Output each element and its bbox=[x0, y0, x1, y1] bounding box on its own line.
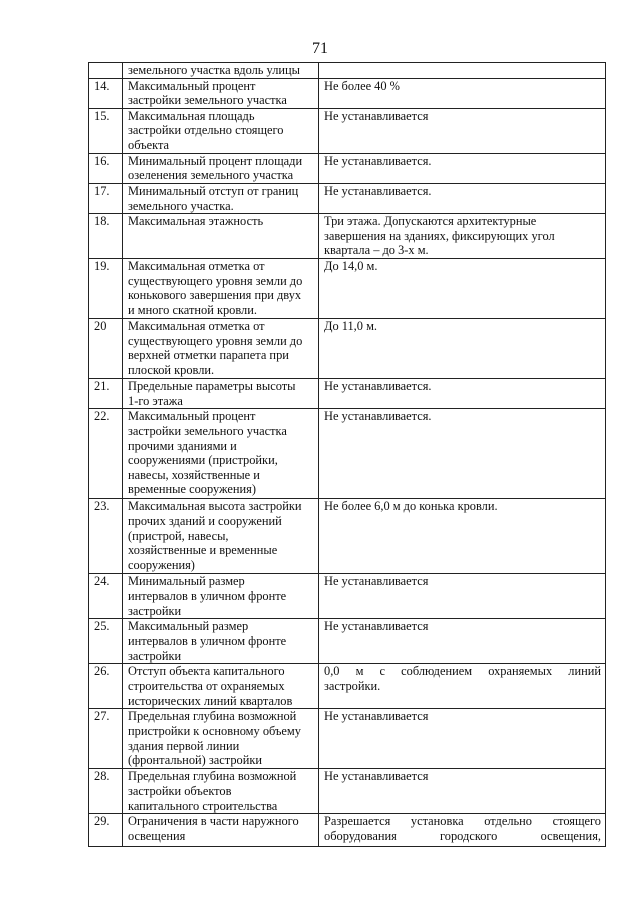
parameter-name-line: (пристрой, навесы, bbox=[128, 528, 229, 543]
parameter-name bbox=[123, 709, 319, 769]
table-row bbox=[89, 63, 606, 79]
parameter-name-line: земельного участка. bbox=[128, 198, 234, 213]
parameter-name bbox=[123, 769, 319, 814]
parameter-value-line: Разрешается установка отдельно стоящего bbox=[324, 814, 601, 829]
parameter-name bbox=[123, 319, 319, 379]
parameter-value bbox=[319, 409, 606, 499]
parameter-value bbox=[319, 499, 606, 574]
parameter-name bbox=[123, 619, 319, 664]
row-number: 14. bbox=[89, 78, 123, 108]
parameter-value bbox=[319, 183, 606, 213]
parameter-name-line: плоской кровли. bbox=[128, 362, 215, 377]
parameter-value bbox=[319, 259, 606, 319]
table-row bbox=[89, 574, 606, 619]
table-row bbox=[89, 409, 606, 499]
parameter-name-line: хозяйственные и временные bbox=[128, 543, 278, 558]
row-number: 16. bbox=[89, 153, 123, 183]
parameter-name-line: земельного участка вдоль улицы bbox=[128, 63, 300, 77]
row-number: 29. bbox=[89, 814, 123, 847]
parameter-name-line: интервалов в уличном фронте bbox=[128, 588, 287, 603]
parameter-name-line: временные сооружения) bbox=[128, 482, 257, 497]
parameter-name-line: Максимальный процент bbox=[128, 409, 256, 424]
parameter-name-line: Предельная глубина возможной bbox=[128, 769, 297, 784]
parameter-name-line: застройки земельного участка bbox=[128, 93, 287, 108]
parameter-value bbox=[319, 63, 606, 79]
parameter-value bbox=[319, 814, 606, 847]
parameter-value-line: До 11,0 м. bbox=[324, 319, 378, 334]
parameter-value-line: Не устанавливается. bbox=[324, 409, 432, 424]
parameter-name bbox=[123, 664, 319, 709]
parameter-value-line: Не устанавливается bbox=[324, 709, 429, 724]
parameter-name-line: (фронтальной) застройки bbox=[128, 753, 262, 768]
table-row bbox=[89, 814, 606, 847]
parameter-value-line: До 14,0 м. bbox=[324, 259, 378, 274]
parameter-value bbox=[319, 108, 606, 153]
parameter-value bbox=[319, 153, 606, 183]
parameter-name-line: пристройки к основному объему bbox=[128, 723, 301, 738]
parameter-value bbox=[319, 319, 606, 379]
parameter-value-line: Не устанавливается. bbox=[324, 379, 432, 394]
parameter-name bbox=[123, 409, 319, 499]
row-number: 18. bbox=[89, 214, 123, 259]
parameter-name-line: конькового завершения при двух bbox=[128, 288, 302, 303]
parameter-value-line: оборудования городского освещения, bbox=[324, 828, 601, 843]
parameter-value-line: 0,0 м с соблюдением охраняемых линий bbox=[324, 664, 601, 679]
parameter-value-line: Не устанавливается. bbox=[324, 183, 432, 198]
row-number: 22. bbox=[89, 409, 123, 499]
parameter-name-line: Ограничения в части наружного bbox=[128, 814, 299, 829]
parameter-value-line: квартала – до 3-х м. bbox=[324, 243, 429, 258]
table-row bbox=[89, 379, 606, 409]
parameter-name bbox=[123, 63, 319, 79]
parameter-value-line: Не устанавливается bbox=[324, 108, 429, 123]
parameter-name bbox=[123, 259, 319, 319]
parameter-name-line: существующего уровня земли до bbox=[128, 333, 303, 348]
table-row bbox=[89, 664, 606, 709]
table-row bbox=[89, 78, 606, 108]
row-number bbox=[89, 63, 123, 79]
parameter-value-line: завершения на зданиях, фиксирующих угол bbox=[324, 228, 555, 243]
row-number: 21. bbox=[89, 379, 123, 409]
table-row bbox=[89, 499, 606, 574]
parameter-name-line: застройки отдельно стоящего bbox=[128, 123, 284, 138]
table-row bbox=[89, 183, 606, 213]
parameter-name-line: Максимальный размер bbox=[128, 619, 249, 634]
parameter-name-line: объекта bbox=[128, 137, 170, 152]
parameter-name-line: застройки объектов bbox=[128, 783, 232, 798]
parameter-name bbox=[123, 214, 319, 259]
parameter-name-line: Максимальная отметка от bbox=[128, 259, 265, 274]
row-number: 20 bbox=[89, 319, 123, 379]
table-row bbox=[89, 214, 606, 259]
parameter-value-line: Не более 40 % bbox=[324, 78, 400, 93]
parameter-value bbox=[319, 214, 606, 259]
parameter-value-line: Не устанавливается bbox=[324, 574, 429, 589]
table-row bbox=[89, 769, 606, 814]
row-number: 25. bbox=[89, 619, 123, 664]
parameter-name-line: Предельные параметры высоты bbox=[128, 379, 296, 394]
parameter-name-line: застройки bbox=[128, 648, 182, 663]
parameter-name bbox=[123, 379, 319, 409]
parameter-name bbox=[123, 499, 319, 574]
parameter-value-line: Не более 6,0 м до конька кровли. bbox=[324, 499, 498, 514]
table-row bbox=[89, 108, 606, 153]
parameter-name-line: Максимальная отметка от bbox=[128, 319, 265, 334]
row-number: 27. bbox=[89, 709, 123, 769]
row-number: 15. bbox=[89, 108, 123, 153]
parameter-name-line: здания первой линии bbox=[128, 738, 240, 753]
parameter-name-line: сооружениями (пристройки, bbox=[128, 453, 278, 468]
parameter-name-line: существующего уровня земли до bbox=[128, 273, 303, 288]
parameter-value bbox=[319, 619, 606, 664]
parameter-name-line: прочих зданий и сооружений bbox=[128, 513, 282, 528]
parameter-name-line: застройки земельного участка bbox=[128, 423, 287, 438]
table-body bbox=[89, 63, 606, 847]
parameter-value-line: Не устанавливается bbox=[324, 619, 429, 634]
parameter-name bbox=[123, 183, 319, 213]
parameter-value bbox=[319, 664, 606, 709]
row-number: 28. bbox=[89, 769, 123, 814]
table-row bbox=[89, 259, 606, 319]
parameter-name-line: строительства от охраняемых bbox=[128, 678, 285, 693]
parameter-value-line: Не устанавливается. bbox=[324, 153, 432, 168]
parameter-value bbox=[319, 78, 606, 108]
row-number: 24. bbox=[89, 574, 123, 619]
parameter-name-line: застройки bbox=[128, 603, 182, 618]
parameter-name-line: интервалов в уличном фронте bbox=[128, 633, 287, 648]
parameter-value bbox=[319, 574, 606, 619]
parameter-name-line: Минимальный процент площади bbox=[128, 153, 303, 168]
parameter-name-line: Минимальный отступ от границ bbox=[128, 183, 299, 198]
parameter-value-line: Три этажа. Допускаются архитектурные bbox=[324, 214, 537, 229]
row-number: 19. bbox=[89, 259, 123, 319]
parameter-value bbox=[319, 709, 606, 769]
parameter-name-line: Максимальная этажность bbox=[128, 214, 264, 229]
table-row bbox=[89, 319, 606, 379]
parameter-name-line: и много скатной кровли. bbox=[128, 302, 257, 317]
parameter-name-line: навесы, хозяйственные и bbox=[128, 467, 260, 482]
table-row bbox=[89, 619, 606, 664]
parameter-name bbox=[123, 108, 319, 153]
parameter-name-line: сооружения) bbox=[128, 557, 195, 572]
parameter-name-line: верхней отметки парапета при bbox=[128, 348, 289, 363]
parameter-name-line: капитального строительства bbox=[128, 798, 278, 813]
parameters-table bbox=[88, 62, 606, 847]
parameter-name-line: Максимальная площадь bbox=[128, 108, 255, 123]
parameter-name-line: озеленения земельного участка bbox=[128, 168, 294, 183]
row-number: 26. bbox=[89, 664, 123, 709]
parameter-value-line: Не устанавливается bbox=[324, 769, 429, 784]
parameter-name-line: Максимальный процент bbox=[128, 78, 256, 93]
parameter-value bbox=[319, 379, 606, 409]
page-number: 71 bbox=[312, 40, 328, 57]
parameter-name-line: Максимальная высота застройки bbox=[128, 499, 302, 514]
parameter-name-line: Минимальный размер bbox=[128, 574, 245, 589]
parameter-name-line: 1-го этажа bbox=[128, 393, 183, 408]
parameter-name-line: Предельная глубина возможной bbox=[128, 709, 297, 724]
row-number: 17. bbox=[89, 183, 123, 213]
parameter-name-line: исторических линий кварталов bbox=[128, 693, 293, 708]
parameter-name-line: прочими зданиями и bbox=[128, 438, 237, 453]
table-row bbox=[89, 153, 606, 183]
parameter-value-line: застройки. bbox=[324, 678, 381, 693]
parameter-name-line: Отступ объекта капитального bbox=[128, 664, 285, 679]
parameter-name-line: освещения bbox=[128, 828, 186, 843]
parameter-name bbox=[123, 814, 319, 847]
parameter-name bbox=[123, 78, 319, 108]
parameter-name bbox=[123, 574, 319, 619]
parameter-value bbox=[319, 769, 606, 814]
row-number: 23. bbox=[89, 499, 123, 574]
parameter-name bbox=[123, 153, 319, 183]
table-row bbox=[89, 709, 606, 769]
